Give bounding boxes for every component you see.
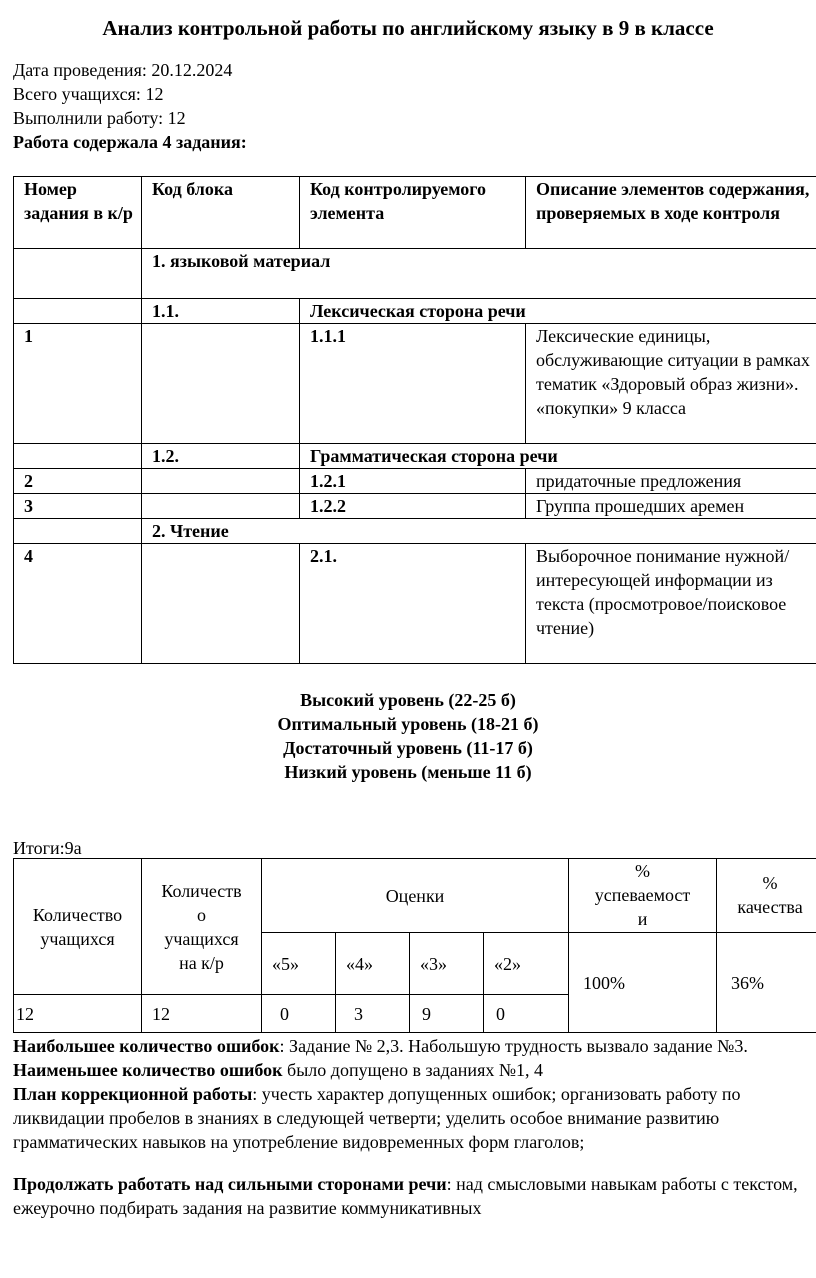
correction-plan-paragraph: План коррекционной работы: учесть характер допущенных ошибок; организовать работу по ликвидации пробелов в знаниях в следующей четверти; уделить особое внимание развитию грамматических навыков на употребление видовременных форм глаголов; bbox=[13, 1084, 741, 1152]
results-header-row bbox=[14, 859, 816, 933]
level-low: Низкий уровень (меньше 11 б) bbox=[284, 762, 532, 782]
table-row bbox=[14, 299, 816, 324]
table-row bbox=[14, 519, 816, 544]
level-high: Высокий уровень (22-25 б) bbox=[300, 690, 516, 710]
element-description: Лексические единицы, обслуживающие ситуации в рамках тематик «Здоровый образ жизни». «покупки» 9 класса bbox=[526, 324, 816, 444]
total-value: 12 bbox=[145, 84, 164, 104]
element-code: 2.1. bbox=[300, 544, 526, 664]
grade-2-count: 0 bbox=[484, 995, 569, 1033]
block-title: 2. Чтение bbox=[142, 519, 816, 544]
element-description: придаточные предложения bbox=[526, 469, 816, 494]
results-table bbox=[13, 858, 816, 1033]
header-block-code: Код блока bbox=[142, 177, 300, 249]
table-row bbox=[14, 249, 816, 299]
header-success: % успеваемост и bbox=[569, 859, 717, 933]
done-label: Выполнили работу: bbox=[13, 108, 164, 128]
element-code: 1.2.2 bbox=[300, 494, 526, 519]
header-wrote: Количеств о учащихся на к/р bbox=[142, 859, 262, 995]
grade-3-header: «3» bbox=[410, 933, 484, 995]
document-title: Анализ контрольной работы по английскому языку в 9 в классе bbox=[102, 16, 714, 40]
header-quality: % качества bbox=[717, 859, 816, 933]
task-number: 3 bbox=[14, 494, 142, 519]
test-info bbox=[13, 58, 247, 154]
header-students: Количество учащихся bbox=[14, 859, 142, 995]
continue-paragraph: Продолжать работать над сильными сторонами речи: над смысловыми навыкам работы с текстом, ежеурочно подбирать задания на развитие коммуникативных bbox=[13, 1174, 798, 1218]
date-value: 20.12.2024 bbox=[151, 60, 233, 80]
quality-value: 36% bbox=[717, 933, 816, 1033]
wrote-value: 12 bbox=[142, 995, 262, 1033]
table-row bbox=[14, 469, 816, 494]
tasks-line: Работа содержала 4 задания: bbox=[13, 132, 247, 152]
level-optimal: Оптимальный уровень (18-21 б) bbox=[277, 714, 539, 734]
table-row bbox=[14, 544, 816, 664]
header-grades: Оценки bbox=[262, 859, 569, 933]
element-code: 1.1.1 bbox=[300, 324, 526, 444]
element-description: Группа прошедших аремен bbox=[526, 494, 816, 519]
subblock-code: 1.2. bbox=[142, 444, 300, 469]
table-header-row bbox=[14, 177, 816, 249]
level-sufficient: Достаточный уровень (11-17 б) bbox=[283, 738, 533, 758]
least-errors-paragraph: Наименьшее количество ошибок было допущено в заданиях №1, 4 bbox=[13, 1060, 544, 1080]
header-element-code: Код контролируемого элемента bbox=[300, 177, 526, 249]
subblock-name: Грамматическая сторона речи bbox=[300, 444, 816, 469]
grade-4-count: 3 bbox=[336, 995, 410, 1033]
students-value: 12 bbox=[14, 995, 142, 1033]
grade-5-header: «5» bbox=[262, 933, 336, 995]
element-description: Выборочное понимание нужной/интересующей информации из текста (просмотровое/поисковое чтение) bbox=[526, 544, 816, 664]
header-description: Описание элементов содержания, проверяемых в ходе контроля bbox=[526, 177, 816, 249]
subblock-code: 1.1. bbox=[142, 299, 300, 324]
subblock-name: Лексическая сторона речи bbox=[300, 299, 816, 324]
most-errors-paragraph: Наибольшее количество ошибок: Задание № 2,3. Набольшую трудность вызвало задание №3. bbox=[13, 1036, 748, 1056]
grade-levels bbox=[0, 688, 816, 784]
success-value: 100% bbox=[569, 933, 717, 1033]
analysis-notes bbox=[13, 1034, 803, 1220]
table-row bbox=[14, 494, 816, 519]
total-line bbox=[13, 82, 247, 106]
task-number: 1 bbox=[14, 324, 142, 444]
grade-4-header: «4» bbox=[336, 933, 410, 995]
block-title: 1. языковой материал bbox=[142, 249, 816, 299]
grade-3-count: 9 bbox=[410, 995, 484, 1033]
specification-table bbox=[13, 176, 816, 664]
table-row bbox=[14, 324, 816, 444]
element-code: 1.2.1 bbox=[300, 469, 526, 494]
date-line bbox=[13, 58, 247, 82]
header-task-number: Номер задания в к/р bbox=[14, 177, 142, 249]
task-number: 4 bbox=[14, 544, 142, 664]
done-value: 12 bbox=[167, 108, 186, 128]
task-number: 2 bbox=[14, 469, 142, 494]
date-label: Дата проведения: bbox=[13, 60, 147, 80]
total-label: Всего учащихся: bbox=[13, 84, 141, 104]
done-line bbox=[13, 106, 247, 130]
grade-5-count: 0 bbox=[262, 995, 336, 1033]
table-row bbox=[14, 444, 816, 469]
results-caption: Итоги:9а bbox=[13, 838, 82, 858]
grade-2-header: «2» bbox=[484, 933, 569, 995]
